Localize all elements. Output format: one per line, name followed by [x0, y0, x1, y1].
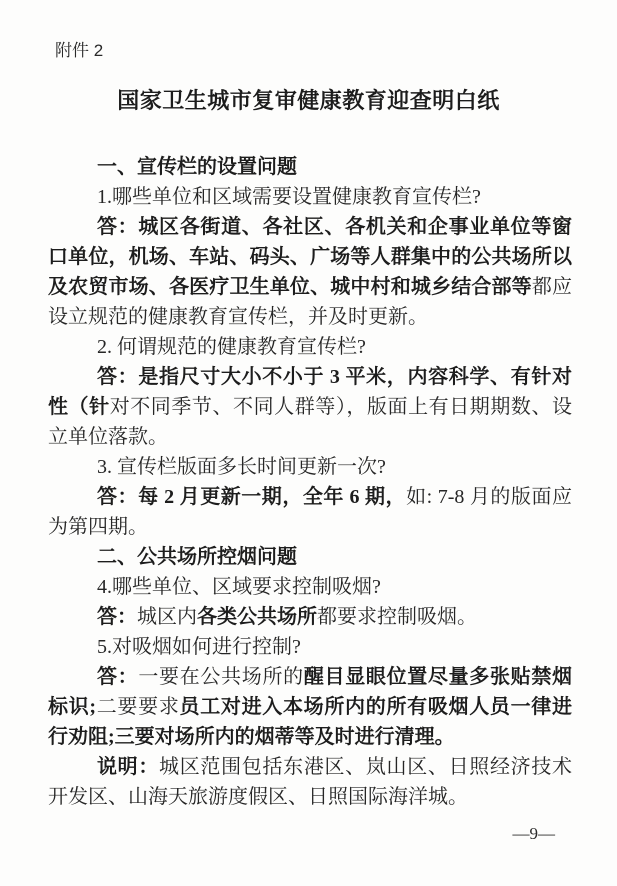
- paragraph-answer: [48, 602, 572, 632]
- paragraph-answer: [48, 662, 572, 752]
- paragraph-answer: [48, 362, 572, 452]
- paragraph-question: [48, 332, 572, 362]
- text-segment: 答：: [97, 216, 139, 238]
- text-segment: 三要对场所内的烟蒂等及时进行清理。: [114, 726, 455, 748]
- text-segment: 5.对吸烟如何进行控制?: [97, 636, 301, 658]
- paragraph-note: [48, 752, 572, 812]
- text-segment: 二、公共场所控烟问题: [97, 546, 297, 568]
- document-title: 国家卫生城市复审健康教育迎查明白纸: [117, 88, 500, 113]
- text-segment: 2. 何谓规范的健康教育宣传栏?: [97, 336, 366, 358]
- text-segment: 员工对进入本场所内的所有吸烟人员一律进行劝阻;: [48, 696, 572, 748]
- text-segment: 一要在公共场所的: [138, 666, 304, 688]
- paragraph-question: [48, 632, 572, 662]
- paragraph-heading: [48, 152, 572, 182]
- paragraph-question: [48, 452, 572, 482]
- text-segment: 城区内: [137, 606, 197, 628]
- text-segment: 4.哪些单位、区域要求控制吸烟?: [97, 576, 381, 598]
- text-segment: 说明：: [97, 756, 160, 778]
- paragraph-question: [48, 182, 572, 212]
- text-segment: 各类公共场所: [197, 606, 317, 628]
- text-segment: 1.哪些单位和区域需要设置健康教育宣传栏?: [97, 186, 481, 208]
- text-segment: 每 2 月更新一期，全年 6 期，: [138, 486, 407, 508]
- text-segment: 答：: [97, 666, 139, 688]
- text-segment: 3. 宣传栏版面多长时间更新一次?: [97, 456, 386, 478]
- text-segment: 对不同季节、不同人群等），版面上有日期期数、设立单位落款。: [48, 396, 573, 448]
- paragraph-answer: [48, 212, 572, 332]
- text-segment: 城区范围包括东港区、岚山区、日照经济技术开发区、山海天旅游度假区、日照国际海洋城。: [48, 756, 573, 808]
- text-segment: 答：: [97, 606, 137, 628]
- attachment-label: 附件 2: [55, 41, 104, 60]
- text-segment: 答：: [97, 366, 139, 388]
- paragraph-question: [48, 572, 572, 602]
- text-segment: 城区各街道、各社区、各机关和企事业单位等窗口单位，机场、车站、码头、广场等人群集中的公共场所以及农贸市场、各医疗卫生单位、城中村和城乡结合部等: [48, 216, 573, 298]
- page-number: —9—: [512, 824, 555, 843]
- paragraph-heading: [48, 542, 572, 572]
- text-segment: 醒目显眼位置尽量多张贴禁烟标识;: [48, 666, 573, 718]
- document-body: [48, 152, 572, 812]
- paragraph-answer: [48, 482, 572, 542]
- text-segment: 如: 7-8 月的版面应为第四期。: [48, 486, 573, 538]
- text-segment: 都要求控制吸烟。: [317, 606, 477, 628]
- text-segment: 都应设立规范的健康教育宣传栏，并及时更新。: [48, 276, 573, 328]
- text-segment: 一、宣传栏的设置问题: [97, 156, 297, 178]
- text-segment: 是指尺寸大小不小于 3 平米，内容科学、有针对性（针: [48, 366, 573, 418]
- text-segment: 二要要求: [96, 696, 180, 718]
- text-segment: 答：: [97, 486, 139, 508]
